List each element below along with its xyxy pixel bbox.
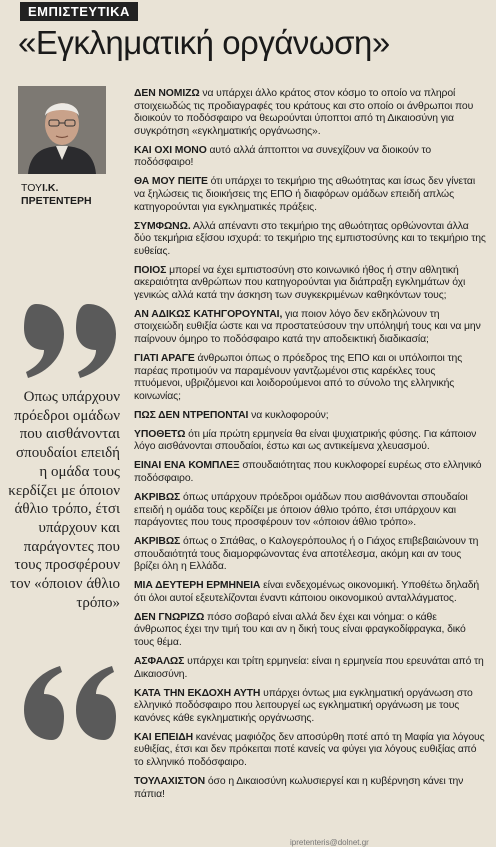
author-photo <box>18 86 106 174</box>
author-email: ipretenteris@dolnet.gr <box>290 838 369 847</box>
byline-surname: ΠΡΕΤΕΝΤΕΡΗ <box>21 195 92 207</box>
paragraph: ΤΟΥΛΑΧΙΣΤΟΝ όσο η Δικαιοσύνη κωλυσιεργεί και η κυβέρνηση κάνει την πάπια! <box>134 775 464 800</box>
paragraph: ΔΕΝ ΝΟΜΙΖΩ να υπάρχει άλλο κράτος στον κόσμο το οποίο να πληροί στοιχειωδώς τις προδιαγραφές του κράτους και στο οποίο οι άνθρωποι που διοικούν το ποδόσφαιρο να θεωρούνται ύποπτοι από τη Δικαιοσύνη για συγκρότηση «εγκληματικής οργάνωσης». <box>134 88 474 137</box>
paragraph: ΣΥΜΦΩΝΩ. Αλλά απέναντι στο τεκμήριο της αθωότητας ορθώνονται άλλα δύο τεκμήρια εξίσου ισχυρά: το τεκμήριο της εμπιστοσύνης και το τεκμήριο της ευθείας. <box>134 220 486 257</box>
close-quote-icon <box>22 664 118 744</box>
byline-prefix: ΤΟΥ <box>21 182 43 194</box>
paragraph: ΚΑΤΑ ΤΗΝ ΕΚΔΟΧΗ ΑΥΤΗ υπάρχει όντως μια εγκληματική οργάνωση στο ελληνικό ποδόσφαιρο που λειτουργεί ως εγκληματική οργάνωση με τους κανόνες κάθε εγκληματικής οργάνωσης. <box>134 687 473 724</box>
paragraph: ΑΣΦΑΛΩΣ υπάρχει και τρίτη ερμηνεία: είναι η ερμηνεία που ερευνάται από τη Δικαιοσύνη. <box>134 656 484 680</box>
paragraph: ΠΩΣ ΔΕΝ ΝΤΡΕΠΟΝΤΑΙ να κυκλοφορούν; <box>134 409 329 421</box>
paragraph: ΚΑΙ ΟΧΙ ΜΟΝΟ αυτό αλλά άπτοπτοι να συνεχίζουν να διοικούν το ποδόσφαιρο! <box>134 144 432 169</box>
paragraph: ΜΙΑ ΔΕΥΤΕΡΗ ΕΡΜΗΝΕΙΑ είναι ενδεχομένως οικονομική. Υποθέτω δηλαδή ότι όλοι αυτοί εξευτελίζονται έναντι κάποιου οικονομικού ανταλλάγματος. <box>134 580 480 604</box>
paragraph: ΘΑ ΜΟΥ ΠΕΙΤΕ ότι υπάρχει το τεκμήριο της αθωότητας και ίσως δεν γίνεται να ξηλώσεις τις διοικήσεις της ΕΠΟ ή διαφόρων ομάδων επειδή απλώς κατηγορούνται για εγκληματικές πράξεις. <box>134 176 476 213</box>
article-body <box>134 88 486 808</box>
paragraph: ΑΝ ΑΔΙΚΩΣ ΚΑΤΗΓΟΡΟΥΝΤΑΙ, για ποιον λόγο δεν εκδηλώνουν τη στοιχειώδη ευθιξία ώστε και να προστατεύσουν την υπόληψή τους και να μην παίρνουν όμηρο το ποδόσφαιρο κατά την αποδεικτική διαδικασία; <box>134 308 481 346</box>
paragraph: ΕΙΝΑΙ ΕΝΑ ΚΟΜΠΛΕΞ σπουδαιότητας που κυκλοφορεί ευρέως στο ελληνικό ποδόσφαιρο. <box>134 460 482 484</box>
paragraph: ΑΚΡΙΒΩΣ όπως ο Σπάθας, ο Καλογερόπουλος ή ο Γιάχος επιβεβαιώνουν τη σπουδαιότητά τους διαμορφώνοντας ένα αποτέλεσμα, ακόμη και αν τους βρίζει όλη η Ελλάδα. <box>134 536 479 573</box>
author-portrait-illustration <box>18 86 106 174</box>
section-kicker: ΕΜΠΙΣΤΕΥΤΙΚΑ <box>20 2 138 21</box>
paragraph: ΔΕΝ ΓΝΩΡΙΖΩ πόσο σοβαρό είναι αλλά δεν έχει και νόημα: ο κάθε άνθρωπος έχει την τιμή του και αν η δική τους είναι φραγκοδίφραγκα, δικό τους θέμα. <box>134 611 466 649</box>
paragraph: ΑΚΡΙΒΩΣ όπως υπάρχουν πρόεδροι ομάδων που αισθάνονται σπουδαίοι επειδή η ομάδα τους κερδίζει με όποιον άθλιο τρόπο, έτσι υπάρχουν και παράγοντες που τους προσφέρουν τον «όποιον άθλιο τρόπο». <box>134 491 468 529</box>
paragraph: ΓΙΑΤΙ ΑΡΑΓΕ άνθρωποι όπως ο πρόεδρος της ΕΠΟ και οι υπόλοιποι της παρέας προτιμούν να παραμένουν γαντζωμένοι στις καρέκλες τους πτυόμενοι, υβριζόμενοι και λοιδορούμενοι από το σύνολο της ελληνικής κοινωνίας; <box>134 353 463 402</box>
open-quote-icon <box>22 300 118 380</box>
headline: «Εγκληματική οργάνωση» <box>18 24 390 61</box>
byline <box>21 182 111 208</box>
paragraph: ΥΠΟΘΕΤΩ ότι μία πρώτη ερμηνεία θα είναι ψυχιατρικής φύσης. Για κάποιον λόγο αισθάνονται σπουδαίοι, έστω και ως αντικείμενα χλευασμού. <box>134 428 477 453</box>
paragraph: ΠΟΙΟΣ μπορεί να έχει εμπιστοσύνη στο κοινωνικό ήθος ή στην αθλητική ακεραιότητα ανθρώπων που κατηγορούνται για διάπραξη εγκλημάτων όχι γενικώς αλλά κατά την άσκηση των συγκεκριμένων καθηκόντων τους; <box>134 264 466 301</box>
byline-initials: Ι.Κ. <box>42 182 59 194</box>
pull-quote: Οπως υπάρχουν πρόεδροι ομάδων που αισθάνονται σπουδαίοι επειδή η ομάδα τους κερδίζει με όποιον άθλιο τρόπο, έτσι υπάρχουν και παράγοντες που τους προσφέρουν τον «όποιον άθλιο τρόπο» <box>8 389 120 611</box>
paragraph: ΚΑΙ ΕΠΕΙΔΗ κανένας μαφιόζος δεν αποσύρθη ποτέ από τη Μαφία για λόγους ευθιξίας, έτσι και δεν πρόκειται ποτέ κανείς να φύγει για λόγους ευθιξίας από το ελληνικό ποδόσφαιρο. <box>134 731 485 768</box>
